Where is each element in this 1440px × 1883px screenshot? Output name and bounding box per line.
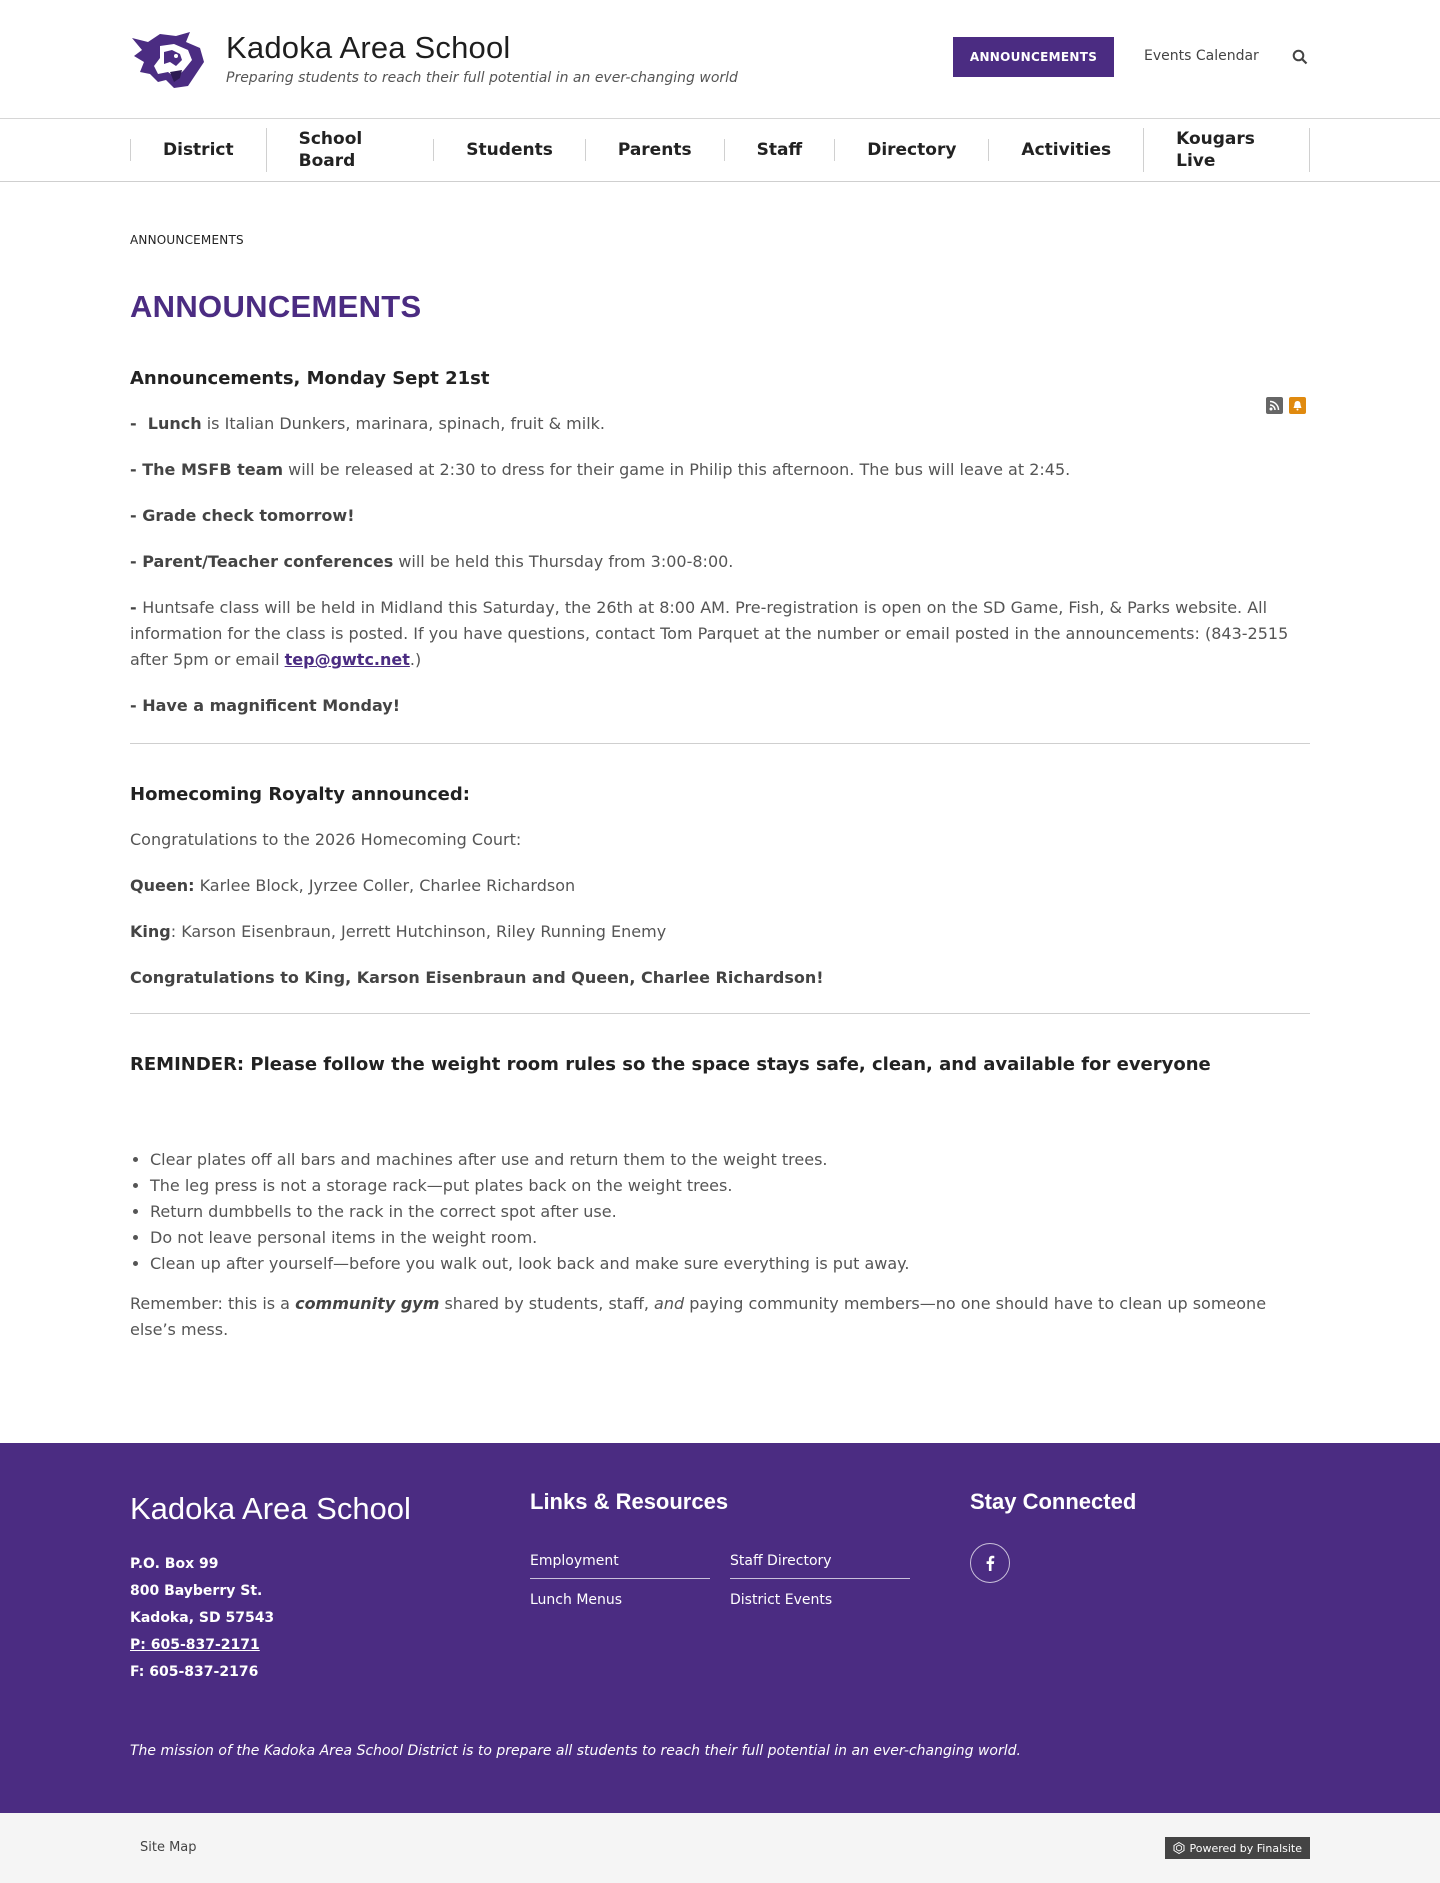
list-item: • Return dumbbells to the rack in the correct spot after use. (150, 1199, 1310, 1225)
homecoming-intro: Congratulations to the 2026 Homecoming Court: (130, 830, 522, 849)
nav-item-kougars-live[interactable]: Kougars Live (1143, 128, 1310, 172)
remember-mid: shared by students, staff, (439, 1294, 655, 1313)
congrats-line (130, 965, 1310, 991)
list-item: • Clear plates off all bars and machines after use and return them to the weight trees. (150, 1147, 1310, 1173)
announcements-button[interactable]: ANNOUNCEMENTS (953, 37, 1114, 77)
msfb-label: - The MSFB team (130, 460, 284, 479)
remember-start: Remember: this is a (130, 1294, 296, 1313)
msfb-item (130, 457, 1310, 483)
post-title[interactable]: REMINDER: Please follow the weight room rules so the space stays safe, clean, and available for everyone (130, 1054, 1211, 1075)
site-header (0, 0, 1440, 119)
connect-heading: Stay Connected (970, 1489, 1137, 1514)
footer-link-staff-directory[interactable]: Staff Directory (730, 1547, 910, 1579)
king-line (130, 919, 1310, 945)
list-item: • The leg press is not a storage rack—put plates back on the weight trees. (150, 1173, 1310, 1199)
site-tagline: Preparing students to reach their full potential in an ever-changing world (226, 70, 738, 86)
post-divider (130, 743, 1310, 744)
rules-list (150, 1147, 1310, 1277)
conference-item (130, 549, 1310, 575)
congrats-text: Congratulations to King, Karson Eisenbraun and Queen, Charlee Richardson! (130, 968, 824, 987)
footer-link-employment[interactable]: Employment (530, 1547, 710, 1579)
huntsafe-item: - Huntsafe class will be held in Midland this Saturday, the 26th at 8:00 AM. Pre-registration is open on the SD Game, Fish, & Parks website. All information for the class is posted. If you have questions, contact Tom Parquet at the number or email posted in the announcements: (843-2515 after 5pm or email tep@gwtc.net.) (130, 598, 1289, 669)
footer-title: Kadoka Area School (130, 1491, 411, 1526)
lunch-label: Lunch (147, 414, 202, 433)
city-state-zip: Kadoka, SD 57543 (130, 1610, 275, 1626)
bottom-bar (0, 1813, 1440, 1883)
remember-end: paying community members—no one should have to clean up someone else’s mess. (130, 1294, 1267, 1339)
site-map-link[interactable]: Site Map (140, 1840, 197, 1855)
remember-line (130, 1291, 1310, 1343)
footer-link-lunch-menus[interactable]: Lunch Menus (530, 1592, 623, 1608)
closing-text: - Have a magnificent Monday! (130, 696, 401, 715)
main-nav (0, 119, 1440, 182)
lunch-item: - Lunch is Italian Dunkers, marinara, spinach, fruit & milk. (130, 414, 605, 433)
powered-by-badge[interactable] (1165, 1837, 1310, 1859)
king-names: : Karson Eisenbraun, Jerrett Hutchinson, Riley Running Enemy (170, 922, 667, 941)
fax-number: F: 605-837-2176 (130, 1664, 259, 1680)
nav-item-directory[interactable]: Directory (834, 139, 988, 161)
msfb-text: will be released at 2:30 to dress for their game in Philip this afternoon. The bus will leave at 2:45. (283, 460, 1071, 479)
nav-item-students[interactable]: Students (433, 139, 585, 161)
rss-icon[interactable] (1266, 397, 1283, 414)
homecoming-post (130, 784, 1310, 991)
feed-icons (1266, 397, 1306, 414)
queen-label: Queen: (130, 876, 195, 895)
grade-check-item (130, 503, 1310, 529)
huntsafe-end: .) (409, 650, 422, 669)
remember-bold: community gym (295, 1294, 440, 1313)
footer-links (530, 1547, 912, 1617)
nav-item-parents[interactable]: Parents (585, 139, 724, 161)
main-content (0, 182, 1440, 1443)
nav-item-school-board[interactable]: School Board (266, 128, 434, 172)
list-item: • Clean up after yourself—before you walk out, look back and make sure everything is put away. (150, 1251, 1310, 1277)
closing-item (130, 693, 1310, 719)
weight-room-post (130, 1054, 1310, 1343)
announcement-post (130, 368, 1310, 719)
lunch-text: is Italian Dunkers, marinara, spinach, fruit & milk. (201, 414, 605, 433)
site-footer (0, 1443, 1440, 1813)
finalsite-logo-icon (1173, 1842, 1185, 1854)
nav-item-district[interactable]: District (130, 139, 266, 161)
post-title[interactable]: Announcements, Monday Sept 21st (130, 368, 490, 389)
mission-statement: The mission of the Kadoka Area School District is to prepare all students to reach their full potential in an ever-changing world. (130, 1743, 1021, 1759)
footer-address (130, 1551, 274, 1686)
facebook-icon[interactable] (970, 1543, 1010, 1583)
post-title[interactable]: Homecoming Royalty announced: (130, 784, 470, 805)
powered-by-text: Powered by Finalsite (1189, 1841, 1302, 1855)
list-item: • Do not leave personal items in the weight room. (150, 1225, 1310, 1251)
conference-label: - Parent/Teacher conferences (130, 552, 394, 571)
notification-bell-icon[interactable] (1289, 397, 1306, 414)
huntsafe-text: Huntsafe class will be held in Midland this Saturday, the 26th at 8:00 AM. Pre-registration is open on the SD Game, Fish, & Parks website. All information for the class is posted. If you have questions, contact Tom Parquet at the number or email posted in the announcements: (843-2515 after 5pm or email (130, 598, 1289, 669)
page-title: ANNOUNCEMENTS (130, 289, 422, 324)
site-title[interactable]: Kadoka Area School (226, 30, 511, 65)
events-calendar-link[interactable]: Events Calendar (1144, 48, 1259, 64)
street-address: 800 Bayberry St. (130, 1583, 263, 1599)
grade-check-text: - Grade check tomorrow! (130, 506, 355, 525)
links-heading: Links & Resources (530, 1489, 729, 1514)
remember-and: and (654, 1294, 685, 1313)
cougar-logo-icon[interactable] (130, 28, 206, 90)
po-box: P.O. Box 99 (130, 1556, 219, 1572)
queen-line (130, 873, 1310, 899)
breadcrumb[interactable]: ANNOUNCEMENTS (130, 233, 244, 247)
conference-text: will be held this Thursday from 3:00-8:00. (393, 552, 734, 571)
nav-item-staff[interactable]: Staff (724, 139, 835, 161)
post-divider (130, 1013, 1310, 1014)
king-label: King (130, 922, 171, 941)
queen-names: Karlee Block, Jyrzee Coller, Charlee Richardson (194, 876, 576, 895)
nav-item-activities[interactable]: Activities (988, 139, 1143, 161)
phone-link[interactable]: P: 605-837-2171 (130, 1637, 260, 1653)
search-icon[interactable] (1292, 49, 1308, 65)
email-link[interactable]: tep@gwtc.net (284, 650, 410, 669)
footer-link-district-events[interactable]: District Events (730, 1592, 833, 1608)
